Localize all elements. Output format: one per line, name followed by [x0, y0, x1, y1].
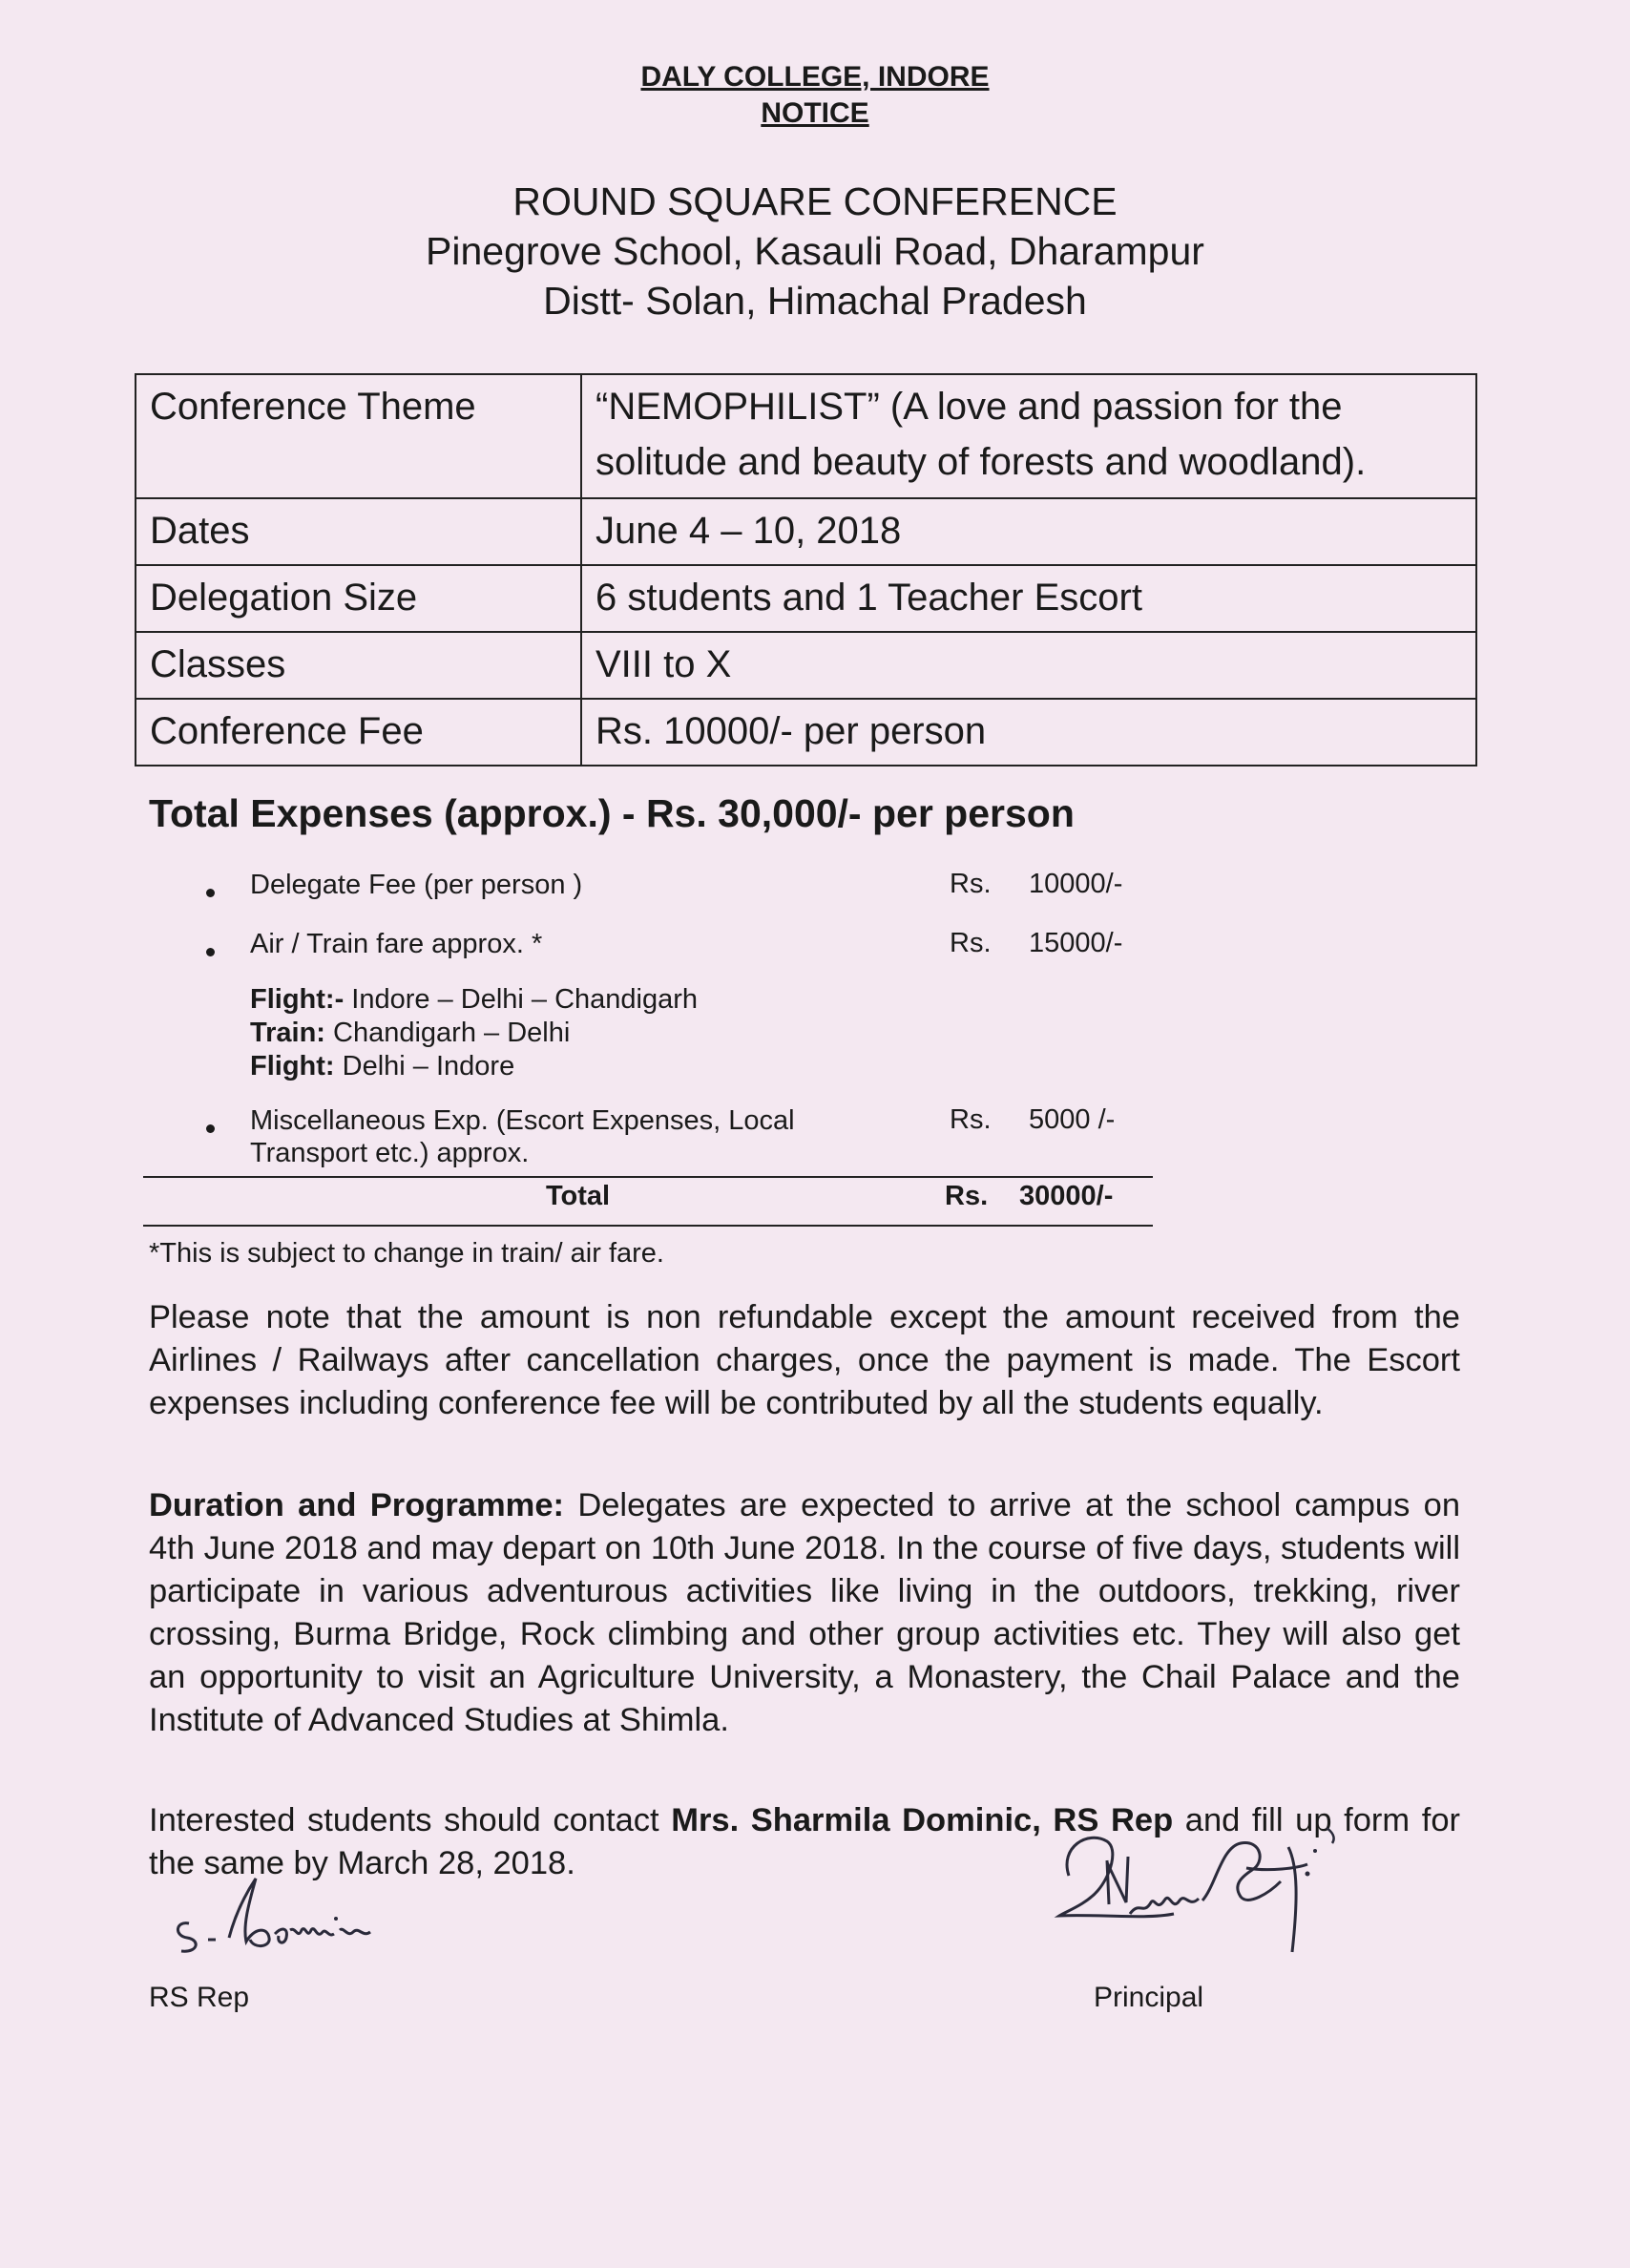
theme-label: Conference Theme [136, 374, 581, 498]
travel-route: Chandigarh – Delhi [324, 1018, 571, 1048]
dates-value: June 4 – 10, 2018 [581, 498, 1476, 565]
travel-fare-label: Air / Train fare approx. * [250, 929, 543, 959]
venue-line-2: Distt- Solan, Himachal Pradesh [543, 279, 1087, 323]
travel-mode: Train: [250, 1018, 325, 1048]
footnote: *This is subject to change in train/ air fare. [149, 1238, 664, 1269]
misc-expenses-currency: Rs. [950, 1104, 992, 1135]
delegation-size-value: 6 students and 1 Teacher Escort [581, 565, 1476, 632]
travel-mode: Flight: [250, 1051, 335, 1082]
table-row [136, 374, 1476, 498]
classes-value: VIII to X [581, 632, 1476, 699]
refund-paragraph: Please note that the amount is non refundable except the amount received from the Airlines / Railways after cancellation charges, once the payment is made. The Escort expenses including conference fee will be contributed by all the students equally. [149, 1299, 1460, 1421]
travel-route: Delhi – Indore [334, 1051, 515, 1082]
classes-label: Classes [136, 632, 581, 699]
misc-expenses-label: Miscellaneous Exp. (Escort Expenses, Local Transport etc.) approx. [250, 1105, 795, 1168]
travel-leg-3 [250, 1050, 514, 1082]
principal-label: Principal [1094, 1982, 1204, 2013]
table-row [136, 699, 1476, 766]
delegation-size-label: Delegation Size [136, 565, 581, 632]
conference-fee-value: Rs. 10000/- per person [581, 699, 1476, 766]
bullet-icon [206, 948, 215, 956]
contact-name: Mrs. Sharmila Dominic, RS Rep [671, 1802, 1174, 1838]
travel-leg-2 [250, 1017, 570, 1049]
duration-paragraph [149, 1484, 1460, 1742]
school-name: DALY COLLEGE, INDORE [640, 61, 990, 93]
divider [143, 1225, 1153, 1227]
total-expenses-heading: Total Expenses (approx.) - Rs. 30,000/- per person [149, 791, 1075, 835]
notice-heading: NOTICE [761, 97, 869, 129]
travel-leg-1 [250, 983, 698, 1016]
travel-fare-amount: 15000/- [1029, 928, 1123, 958]
table-row [136, 632, 1476, 699]
theme-value: “NEMOPHILIST” (A love and passion for the solitude and beauty of forests and woodland). [581, 374, 1476, 498]
contact-post: and fill up form for the same by March 28, 2018. [149, 1802, 1460, 1881]
bullet-icon [206, 889, 215, 897]
dates-label: Dates [136, 498, 581, 565]
travel-route: Indore – Delhi – Chandigarh [344, 984, 699, 1015]
delegate-fee-amount: 10000/- [1029, 869, 1123, 899]
conference-title: ROUND SQUARE CONFERENCE [512, 179, 1118, 223]
bullet-icon [206, 1124, 215, 1133]
table-row [136, 565, 1476, 632]
misc-expenses-amount: 5000 /- [1029, 1104, 1116, 1135]
travel-mode: Flight:- [250, 984, 345, 1015]
venue-line-1: Pinegrove School, Kasauli Road, Dharampur [426, 229, 1204, 273]
conference-fee-label: Conference Fee [136, 699, 581, 766]
principal-signature [1012, 1809, 1393, 1990]
rs-rep-signature [162, 1871, 391, 1976]
delegate-fee-currency: Rs. [950, 869, 992, 899]
total-label: Total [546, 1181, 611, 1211]
divider [143, 1176, 1153, 1178]
rs-rep-label: RS Rep [149, 1982, 250, 2013]
contact-pre: Interested students should contact [149, 1802, 672, 1838]
duration-text: Delegates are expected to arrive at the school campus on 4th June 2018 and may depart on 10th June 2018. In the course of five days, students will participate in various adventurous activities like living in the outdoors, trekking, river crossing, Burma Bridge, Rock climbing and other group activities etc. They will also get an opportunity to visit an Agriculture University, a Monastery, the Chail Palace and the Institute of Advanced Studies at Shimla. [149, 1487, 1461, 1738]
travel-fare-currency: Rs. [950, 928, 992, 958]
delegate-fee-label: Delegate Fee (per person ) [250, 870, 583, 900]
conference-info-table [135, 373, 1477, 766]
total-amount: 30000/- [1019, 1181, 1114, 1211]
table-row [136, 498, 1476, 565]
duration-heading: Duration and Programme: [149, 1487, 565, 1523]
total-currency: Rs. [945, 1181, 989, 1211]
